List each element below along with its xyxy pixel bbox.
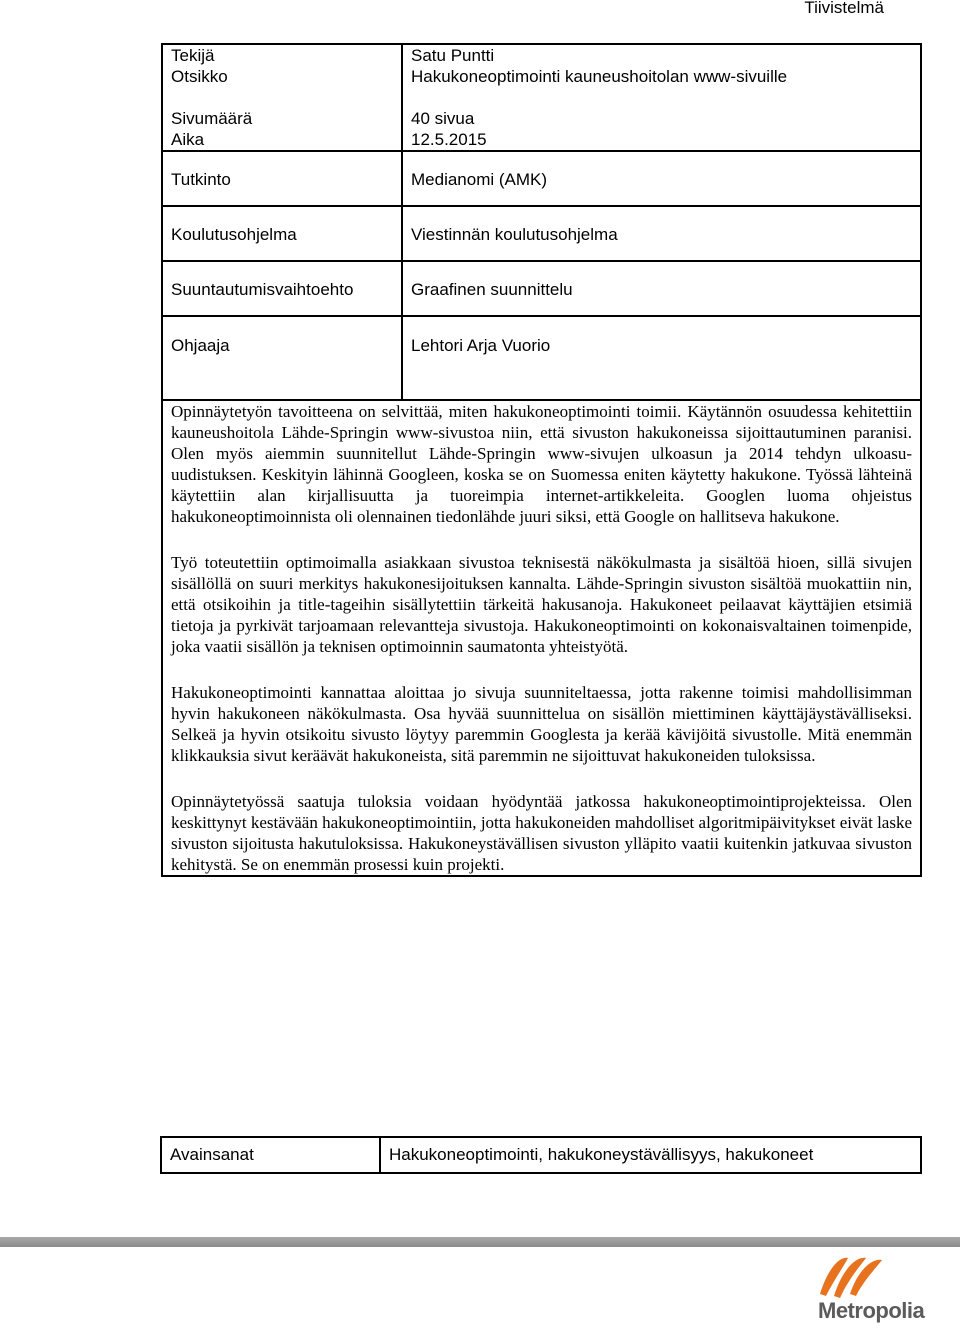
programme-label: Koulutusohjelma [171,225,297,244]
specialisation-label: Suuntautumisvaihtoehto [171,280,354,299]
row-abstract [162,400,921,876]
abstract-paragraph-3: Hakukoneoptimointi kannattaa aloittaa jo sivuja suunniteltaessa, jotta rakenne toimisi mahdollisimman hyvin hakukoneen näkökulmasta. Osa hyvää suunnittelua on sisällön miettiminen käyttäjäystävälliseksi. Selkeä ja hyvin otsikoitu sivusto löytyy paremmin Googlesta ja kerää kävijöitä sivustolle. Mitä enemmän klikkauksia sivut keräävät hakukoneista, sitä paremmin ne sijoittuvat hakukoneiden tuloksissa. [171,683,912,765]
row-author-title [162,44,921,151]
title-label: Otsikko [171,67,228,86]
keywords-value: Hakukoneoptimointi, hakukoneystävällisyys, hakukoneet [380,1137,921,1173]
date-label: Aika [171,130,205,149]
abstract-paragraph-1: Opinnäytetyön tavoitteena on selvittää, miten hakukoneoptimointi toimii. Käytännön osuudessa kehitettiin kauneushoitola Lähde-Springin www-sivustoa niin, että sivuston hakukoneissa sijoittautuminen paranisi. Olen myös aiemmin suunnitellut Lähde-Springin www-sivujen ulkoasun ja 2014 tehdyn ulkoasu-uudistuksen. Keskityin lähinnä Googleen, koska se on Suomessa eniten käytetty hakukone. Työssä lähteinä käytettiin alan kirjallisuutta ja tuoreimpia internet-artikkeleita. Googlen luoma ohjeistus hakukoneoptimoinnista oli olennainen tiedonlähde juuri siksi, että Google on hallitseva hakukone. [171,402,912,526]
thesis-info-table [161,43,922,877]
pages-label: Sivumäärä [171,109,253,128]
row-specialisation [162,261,921,316]
row-keywords [161,1137,921,1173]
abstract-paragraph-2: Työ toteutettiin optimoimalla asiakkaan sivustoa teknisestä näkökulmasta ja sisältöä hioen, sillä sivujen sisällöllä on suuri merkitys hakukonesijoituksen kannalta. Lähde-Springin sivuston sisältöä muokattiin nin, että otsikoihin ja title-tageihin sisällytettiin tärkeitä hakusanoja. Hakukoneet peilaavat käyttäjien etsimiä tietoja ja pyrkivät tarjoamaan relevantteja sivustoja. Hakukoneoptimointi on kokonaisvaltainen toimenpide, joka vaatii sisällön ja teknisen optimoinnin saumatonta yhteistyötä. [171,553,912,656]
abstract-paragraph-4: Opinnäytetyössä saatuja tuloksia voidaan hyödyntää jatkossa hakukoneoptimointiprojekteissa. Olen keskittynyt kestävään hakukoneoptimointiin, jotta hakukoneiden mahdolliset algoritmipäivitykset eivät laske sivuston sijoitusta hakutuloksissa. Hakukoneystävällisen sivuston ylläpito vaatii kuitenkin jatkuvaa sivuston kehitystä. Se on enemmän prosessi kuin projekti. [171,792,912,874]
programme-value: Viestinnän koulutusohjelma [411,225,618,244]
logo-text: Metropolia [818,1298,925,1323]
degree-value: Medianomi (AMK) [411,170,548,189]
page-title: Tiivistelmä [804,0,884,17]
author-label: Tekijä [171,46,215,65]
row-degree [162,151,921,206]
title-value: Hakukoneoptimointi kauneushoitolan www-sivuille [411,67,788,86]
supervisor-label: Ohjaaja [171,336,230,355]
pages-value: 40 sivua [411,109,475,128]
specialisation-value: Graafinen suunnittelu [411,280,573,299]
abstract-body [162,400,921,876]
keywords-label: Avainsanat [161,1137,380,1173]
keywords-table [160,1136,922,1174]
footer-bar [0,1237,960,1247]
author-value: Satu Puntti [411,46,495,65]
degree-label: Tutkinto [171,170,231,189]
row-supervisor [162,316,921,400]
supervisor-value: Lehtori Arja Vuorio [411,336,551,355]
row-programme [162,206,921,261]
date-value: 12.5.2015 [411,130,487,149]
